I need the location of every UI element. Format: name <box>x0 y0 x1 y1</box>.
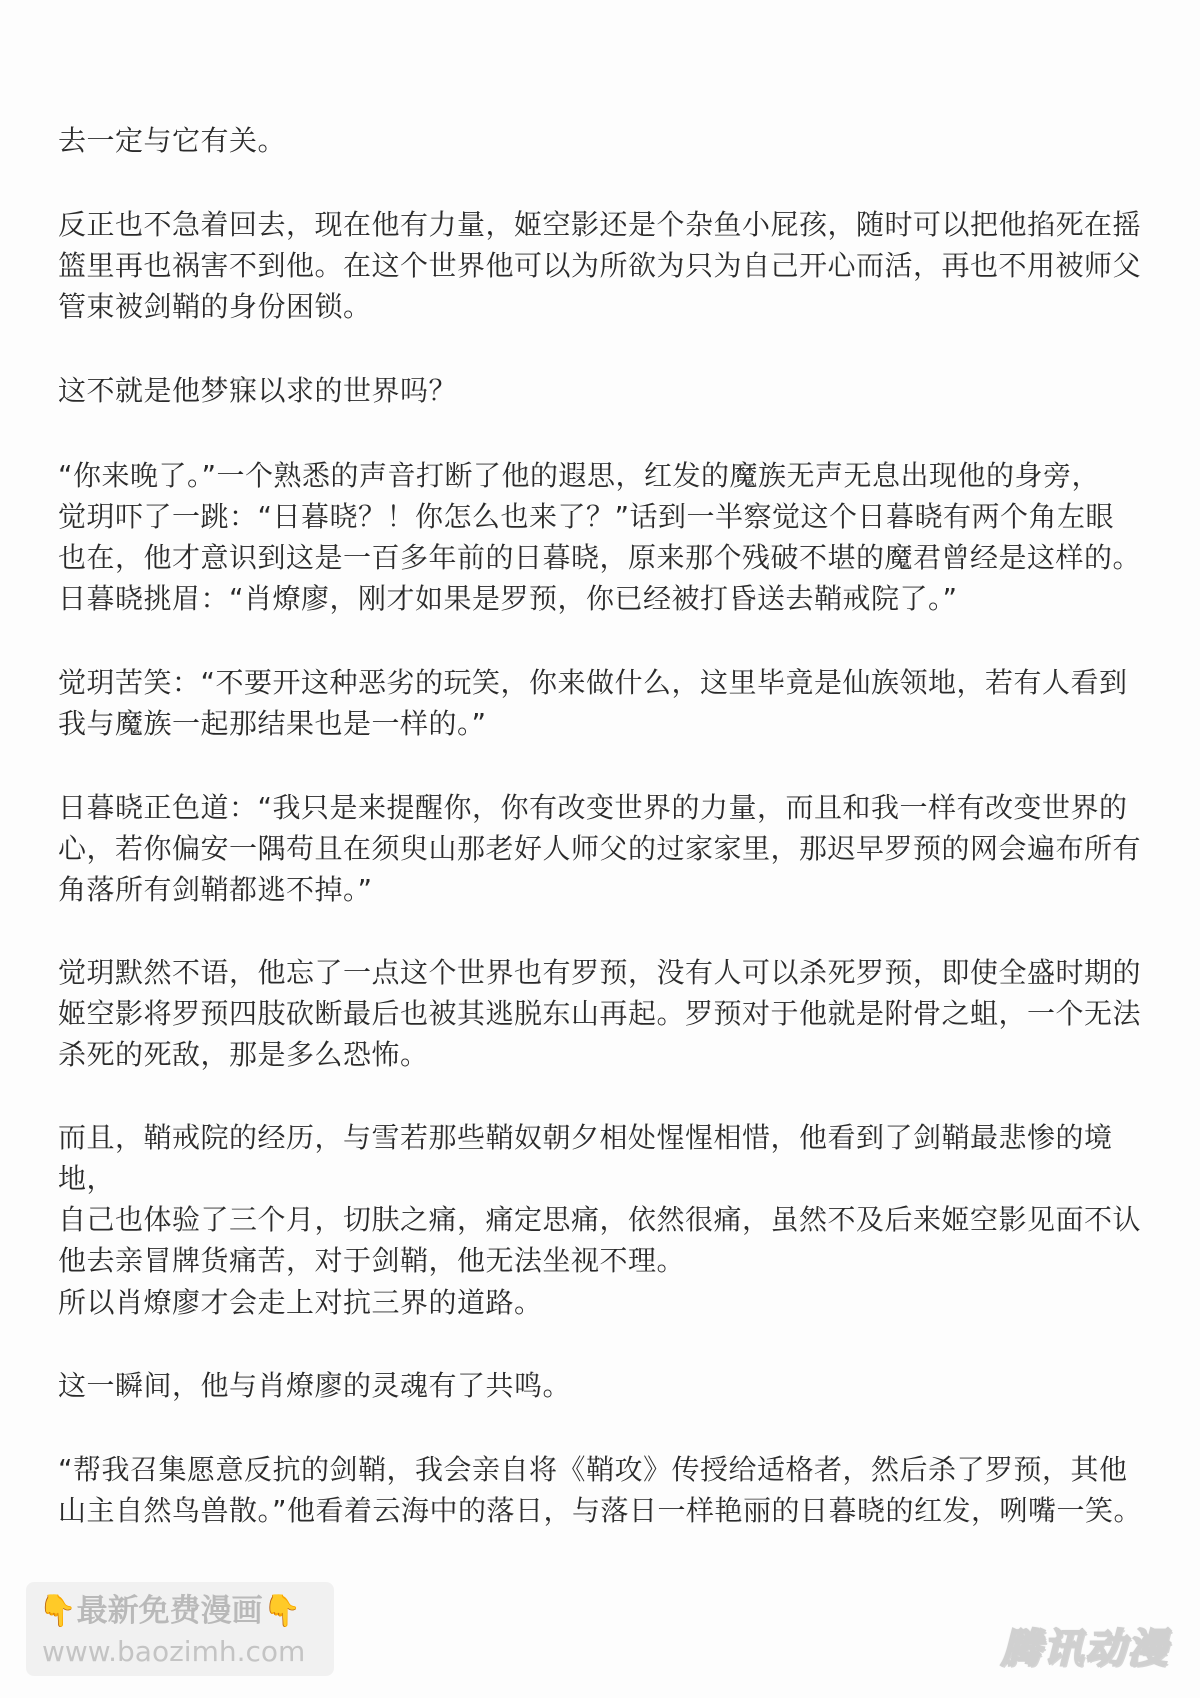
paragraph: “帮我召集愿意反抗的剑鞘，我会亲自将《鞘攻》传授给适格者，然后杀了罗预，其他 山主自然鸟兽散。”他看着云海中的落日，与落日一样艳丽的日暮晓的红发，咧嘴一笑。 <box>58 1453 1143 1527</box>
paragraph: 反正也不急着回去，现在他有力量，姬空影还是个杂鱼小屁孩，随时可以把他掐死在摇 篮里再也祸害不到他。在这个世界他可以为所欲为只为自己开心而活，再也不用被师父 管束被剑鞘的身份困锁。 <box>58 208 1142 323</box>
paragraph: 觉玥默然不语，他忘了一点这个世界也有罗预，没有人可以杀死罗预，即使全盛时期的 姬空影将罗预四肢砍断最后也被其逃脱东山再起。罗预对于他就是附骨之蛆，一个无法 杀死的死敌，那是多么恐怖。 <box>58 956 1142 1071</box>
brand-logo-watermark: 腾讯动漫 <box>1001 1625 1169 1672</box>
paragraph: 所以肖燎廖才会走上对抗三界的道路。 <box>58 1286 543 1319</box>
watermark-title <box>38 1592 301 1630</box>
paragraph: 去一定与它有关。 <box>58 124 287 157</box>
pointing-down-icon: 👇 <box>38 1593 77 1629</box>
paragraph: 这一瞬间，他与肖燎廖的灵魂有了共鸣。 <box>58 1369 572 1402</box>
watermark-url: www.baozimh.com <box>42 1635 306 1668</box>
paragraph: 而且，鞘戒院的经历，与雪若那些鞘奴朝夕相处惺惺相惜，他看到了剑鞘最悲惨的境地， 自己也体验了三个月，切肤之痛，痛定思痛，依然很痛，虽然不及后来姬空影见面不认 他去亲冒牌货痛苦，对于剑鞘，他无法坐视不理。 <box>58 1121 1142 1277</box>
site-watermark <box>26 1582 334 1676</box>
paragraph: 日暮晓正色道：“我只是来提醒你，你有改变世界的力量，而且和我一样有改变世界的 心，若你偏安一隅苟且在须臾山那老好人师父的过家家里，那迟早罗预的网会遍布所有 角落所有剑鞘都逃不掉。” <box>58 791 1142 906</box>
paragraph: “你来晚了。”一个熟悉的声音打断了他的遐思，红发的魔族无声无息出现他的身旁， 觉玥吓了一跳：“日暮晓？！你怎么也来了？”话到一半察觉这个日暮晓有两个角左眼 也在，他才意识到这是一百多年前的日暮晓，原来那个残破不堪的魔君曾经是这样的。 日暮晓挑眉：“肖燎廖，刚才如果是罗预，你已经被打昏送去鞘戒院了。” <box>58 459 1142 615</box>
watermark-title-text: 最新免费漫画 <box>76 1593 263 1629</box>
pointing-down-icon: 👇 <box>262 1593 302 1629</box>
paragraph: 觉玥苦笑：“不要开这种恶劣的玩笑，你来做什么，这里毕竟是仙族领地，若有人看到 我与魔族一起那结果也是一样的。” <box>58 666 1128 740</box>
paragraph: 这不就是他梦寐以求的世界吗？ <box>58 374 458 407</box>
